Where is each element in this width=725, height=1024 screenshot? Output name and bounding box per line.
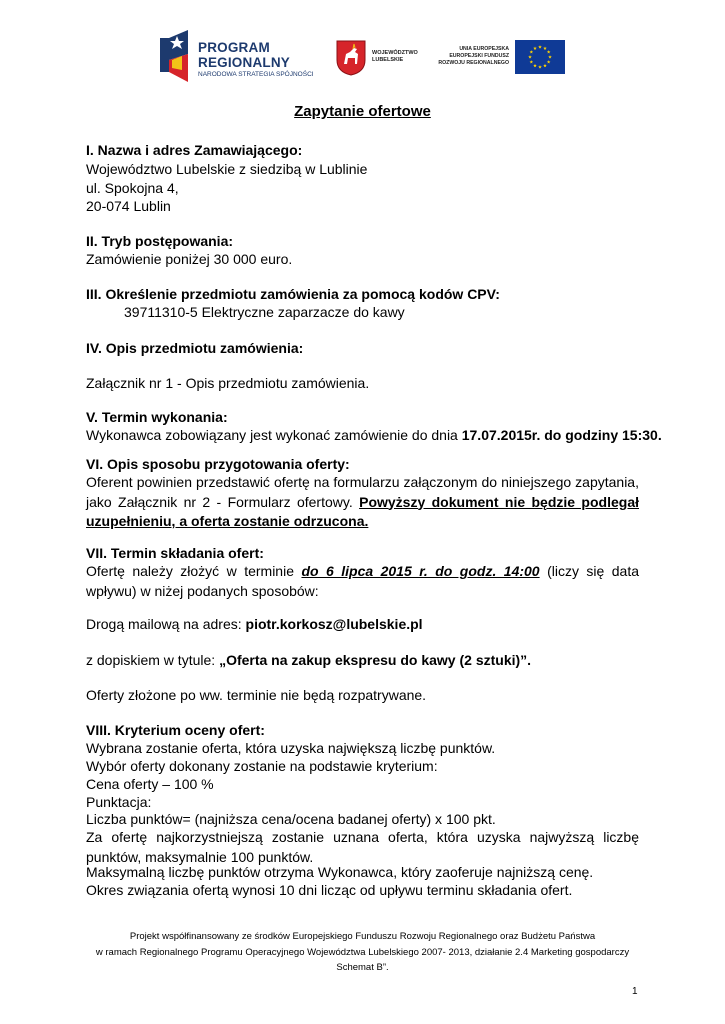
late-offers-note: Oferty złożone po ww. terminie nie będą rozpatrywane. <box>86 687 427 703</box>
eu-logo-line3: ROZWOJU REGIONALNEGO <box>438 60 509 66</box>
section-7-text <box>86 562 639 601</box>
section-6-heading: VI. Opis sposobu przygotowania oferty: <box>86 456 350 472</box>
section-7-heading: VII. Termin składania ofert: <box>86 545 264 561</box>
criteria-line-3: Cena oferty – 100 % <box>86 776 214 792</box>
document-title: Zapytanie ofertowe <box>294 103 431 120</box>
contracting-authority-name: Województwo Lubelskie z siedzibą w Lublinie <box>86 161 368 177</box>
program-regionalny-logo <box>160 30 320 82</box>
email-subject: „Oferta na zakup ekspresu do kawy (2 sztuki)”. <box>219 652 532 668</box>
eu-logo-line2: EUROPEJSKI FUNDUSZ <box>449 53 509 59</box>
program-regionalny-mark-icon <box>160 30 190 82</box>
section-1-heading: I. Nazwa i adres Zamawiającego: <box>86 142 303 158</box>
program-logo-subtitle: NARODOWA STRATEGIA SPÓJNOŚCI <box>198 71 314 78</box>
section-2-heading: II. Tryb postępowania: <box>86 233 234 249</box>
submission-deadline: do 6 lipca 2015 r. do godz. 14:00 <box>301 563 540 579</box>
section-6-text <box>86 473 639 532</box>
eu-flag-icon <box>515 40 565 74</box>
section-7-text-c: (liczy się data wpływu) w niżej podanych sposobów: <box>86 563 640 599</box>
page-number: 1 <box>632 986 638 997</box>
section-6-warning: Powyższy dokument nie będzie podlegał uzupełnieniu, a oferta zostanie odrzucona. <box>86 493 639 529</box>
section-6-text-a: Oferent powinien przedstawić ofertę na formularzu załączonym do niniejszego zapytania, jako Załącznik nr 2 - Formularz ofertowy. <box>86 474 639 510</box>
section-8-heading: VIII. Kryterium oceny ofert: <box>86 722 265 738</box>
section-4-text: Załącznik nr 1 - Opis przedmiotu zamówienia. <box>86 375 370 391</box>
lubelskie-shield-icon <box>336 40 366 76</box>
contracting-authority-city: 20-074 Lublin <box>86 198 171 214</box>
section-7-text-a: Ofertę należy złożyć w terminie <box>86 563 302 579</box>
criteria-line-4: Punktacja: <box>86 794 152 810</box>
program-logo-line1: PROGRAM <box>198 40 270 55</box>
wojewodztwo-lubelskie-logo <box>336 40 426 76</box>
section-3-heading: III. Określenie przedmiotu zamówienia za pomocą kodów CPV: <box>86 286 500 302</box>
eu-logo-line1: UNIA EUROPEJSKA <box>459 46 509 52</box>
email-line-label: Drogą mailową na adres: <box>86 616 246 632</box>
subject-line-label: z dopiskiem w tytule: <box>86 652 220 668</box>
subject-line <box>86 651 531 671</box>
criteria-line-8: Okres związania ofertą wynosi 10 dni licząc od upływu terminu składania ofert. <box>86 882 573 898</box>
program-logo-line2: REGIONALNY <box>198 55 291 70</box>
contact-email: piotr.korkosz@lubelskie.pl <box>245 616 423 632</box>
criteria-line-1: Wybrana zostanie oferta, która uzyska największą liczbę punktów. <box>86 740 496 756</box>
criteria-line-2: Wybór oferty dokonany zostanie na podstawie kryterium: <box>86 758 438 774</box>
contracting-authority-street: ul. Spokojna 4, <box>86 180 179 196</box>
criteria-line-6: Za ofertę najkorzystniejszą zostanie uznana oferta, która uzyska najwyższą liczbę punktów, maksymalnie 100 punktów. <box>86 829 639 865</box>
section-5-text <box>86 426 662 446</box>
footer-line-2: w ramach Regionalnego Programu Operacyjnego Województwa Lubelskiego 2007- 2013, działanie 2.4 Marketing gospodarczy <box>95 947 630 958</box>
wojewodztwo-logo-line1: WOJEWÓDZTWO <box>372 50 418 56</box>
email-line <box>86 615 423 635</box>
section-5-heading: V. Termin wykonania: <box>86 409 228 425</box>
section-2-text: Zamówienie poniżej 30 000 euro. <box>86 251 293 267</box>
section-5-text-a: Wykonawca zobowiązany jest wykonać zamówienie do dnia <box>86 427 462 443</box>
wojewodztwo-logo-line2: LUBELSKIE <box>372 57 404 63</box>
criteria-line-5: Liczba punktów= (najniższa cena/ocena badanej oferty) x 100 pkt. <box>86 811 496 827</box>
section-4-heading: IV. Opis przedmiotu zamówienia: <box>86 340 304 356</box>
criteria-line-7: Maksymalną liczbę punktów otrzyma Wykonawca, który zaoferuje najniższą cenę. <box>86 864 594 880</box>
cpv-code-text: 39711310-5 Elektryczne zaparzacze do kawy <box>124 304 405 320</box>
eu-logo <box>440 40 565 74</box>
footer-line-1: Projekt współfinansowany ze środków Europejskiego Funduszu Rozwoju Regionalnego oraz Budżetu Państwa <box>129 931 596 942</box>
footer-line-3: Schemat B”. <box>336 962 389 973</box>
completion-deadline: 17.07.2015r. do godziny 15:30. <box>461 427 662 443</box>
